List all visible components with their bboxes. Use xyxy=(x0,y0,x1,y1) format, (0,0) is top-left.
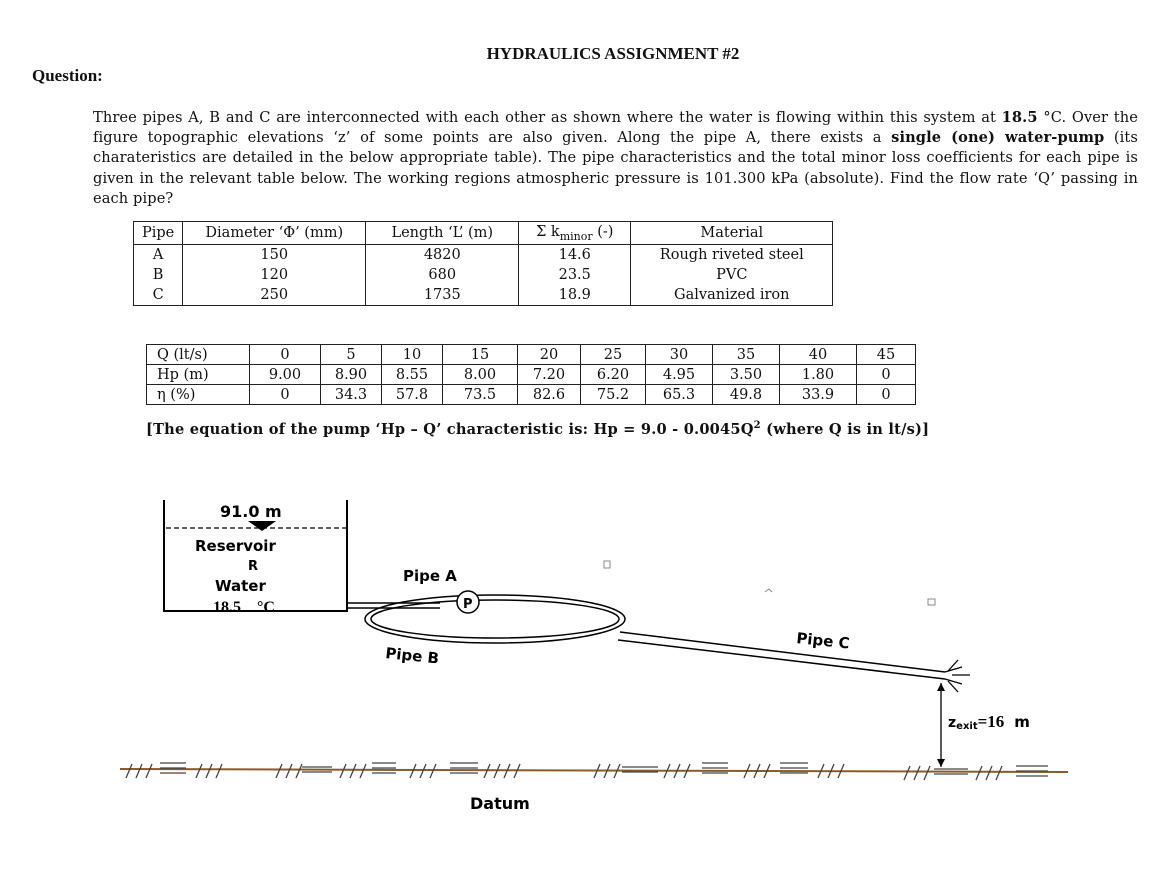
cell: 34.3 xyxy=(321,385,382,405)
cell: 45 xyxy=(857,345,916,365)
row-label: Hp (m) xyxy=(147,365,250,385)
arrow-down-icon xyxy=(937,759,945,767)
cell: A xyxy=(134,245,183,266)
outlet-spray xyxy=(945,660,970,692)
cell: C xyxy=(134,285,183,306)
cell: Galvanized iron xyxy=(631,285,833,306)
header-kminor: Σ $k_{minor}$ (-) xyxy=(519,222,631,245)
cell: 82.6 xyxy=(518,385,581,405)
cell: 8.00 xyxy=(443,365,518,385)
cell: 6.20 xyxy=(581,365,646,385)
cell: 5 xyxy=(321,345,382,365)
cell: 1735 xyxy=(366,285,519,306)
cell: 8.55 xyxy=(382,365,443,385)
pump-row-q xyxy=(147,345,916,365)
scribble-mark xyxy=(928,599,935,605)
cell: 0 xyxy=(250,385,321,405)
question-paragraph: Three pipes A, B and C are interconnected with each other as shown where the water is flowing within this system at 18.5 °C. Over the figure topographic elevations ‘z’ of some points are also given. Along the pipe A, there exists a single (one) water-pump (its charateristics are detailed in the below appropriate table). The pipe characteristics and the total minor loss coefficients for each pipe is given in the relevant table below. The working regions atmospheric pressure is 101.300 kPa (absolute). Find the flow rate ‘Q’ passing in each pipe? xyxy=(93,109,1139,207)
pipe-a-label: Pipe A xyxy=(403,567,457,585)
cell: 0 xyxy=(857,365,916,385)
header-pipe: Pipe xyxy=(134,222,183,245)
pipe-c-top xyxy=(620,632,945,672)
cell: 150 xyxy=(183,245,366,266)
cell: 18.9 xyxy=(519,285,631,306)
pump-label: P xyxy=(463,597,473,612)
cell: PVC xyxy=(631,265,833,285)
cell: 30 xyxy=(646,345,713,365)
table-row xyxy=(134,285,833,306)
pump-row-hp xyxy=(147,365,916,385)
cell: 57.8 xyxy=(382,385,443,405)
cell: 49.8 xyxy=(713,385,780,405)
header-diameter: Diameter ‘Φ’ (mm) xyxy=(183,222,366,245)
cell: 0 xyxy=(250,345,321,365)
cell: Rough riveted steel xyxy=(631,245,833,266)
cell: 7.20 xyxy=(518,365,581,385)
scribble-mark xyxy=(765,589,772,592)
header-length: Length ‘L’ (m) xyxy=(366,222,519,245)
pipe-loop-inner xyxy=(371,600,619,638)
pipe-characteristics-table xyxy=(133,221,833,306)
pipe-c-label: Pipe C xyxy=(795,629,851,653)
cell: 250 xyxy=(183,285,366,306)
cell: 4820 xyxy=(366,245,519,266)
reservoir-label: Reservoir xyxy=(195,537,276,555)
arrow-up-icon xyxy=(937,683,945,691)
pipe-b-label: Pipe B xyxy=(384,644,440,668)
cell: 65.3 xyxy=(646,385,713,405)
question-label: Question: xyxy=(32,66,103,85)
cell: 73.5 xyxy=(443,385,518,405)
row-label: Q (lt/s) xyxy=(147,345,250,365)
cell: 680 xyxy=(366,265,519,285)
cell: 15 xyxy=(443,345,518,365)
row-label: η (%) xyxy=(147,385,250,405)
cell: 1.80 xyxy=(780,365,857,385)
pump-characteristics-table xyxy=(146,344,916,405)
scribble-mark xyxy=(604,561,610,568)
table-row xyxy=(134,265,833,285)
cell: 35 xyxy=(713,345,780,365)
pipe-network xyxy=(347,595,970,692)
cell: 23.5 xyxy=(519,265,631,285)
datum-label: Datum xyxy=(470,794,530,813)
water-label: Water xyxy=(215,577,266,595)
cell: 33.9 xyxy=(780,385,857,405)
reservoir-r: R xyxy=(248,559,259,574)
cell: 10 xyxy=(382,345,443,365)
cell: 9.00 xyxy=(250,365,321,385)
header-material: Material xyxy=(631,222,833,245)
cell: 0 xyxy=(857,385,916,405)
cell: 120 xyxy=(183,265,366,285)
cell: 20 xyxy=(518,345,581,365)
water-level-marker xyxy=(248,521,276,531)
cell: 4.95 xyxy=(646,365,713,385)
z-exit-label: zexit=16 m xyxy=(948,712,1030,732)
cell: B xyxy=(134,265,183,285)
pipe-c-bottom xyxy=(618,640,945,679)
pipe-loop-outer xyxy=(365,595,625,643)
cell: 8.90 xyxy=(321,365,382,385)
cell: 40 xyxy=(780,345,857,365)
pump-row-eta xyxy=(147,385,916,405)
ground-line xyxy=(120,763,1068,780)
cell: 3.50 xyxy=(713,365,780,385)
reservoir-elevation: 91.0 m xyxy=(220,502,282,521)
cell: 14.6 xyxy=(519,245,631,266)
water-temp: 18.5 °C xyxy=(213,599,275,616)
table-row xyxy=(134,245,833,266)
cell: 25 xyxy=(581,345,646,365)
assignment-title: HYDRAULICS ASSIGNMENT #2 xyxy=(486,44,740,63)
cell: 75.2 xyxy=(581,385,646,405)
pump-equation: [The equation of the pump ‘Hp – Q’ characteristic is: $Hp = 9.0 - 0.0045Q^2$ (where Q is in lt/s)] xyxy=(146,420,930,438)
system-figure xyxy=(0,480,1170,876)
